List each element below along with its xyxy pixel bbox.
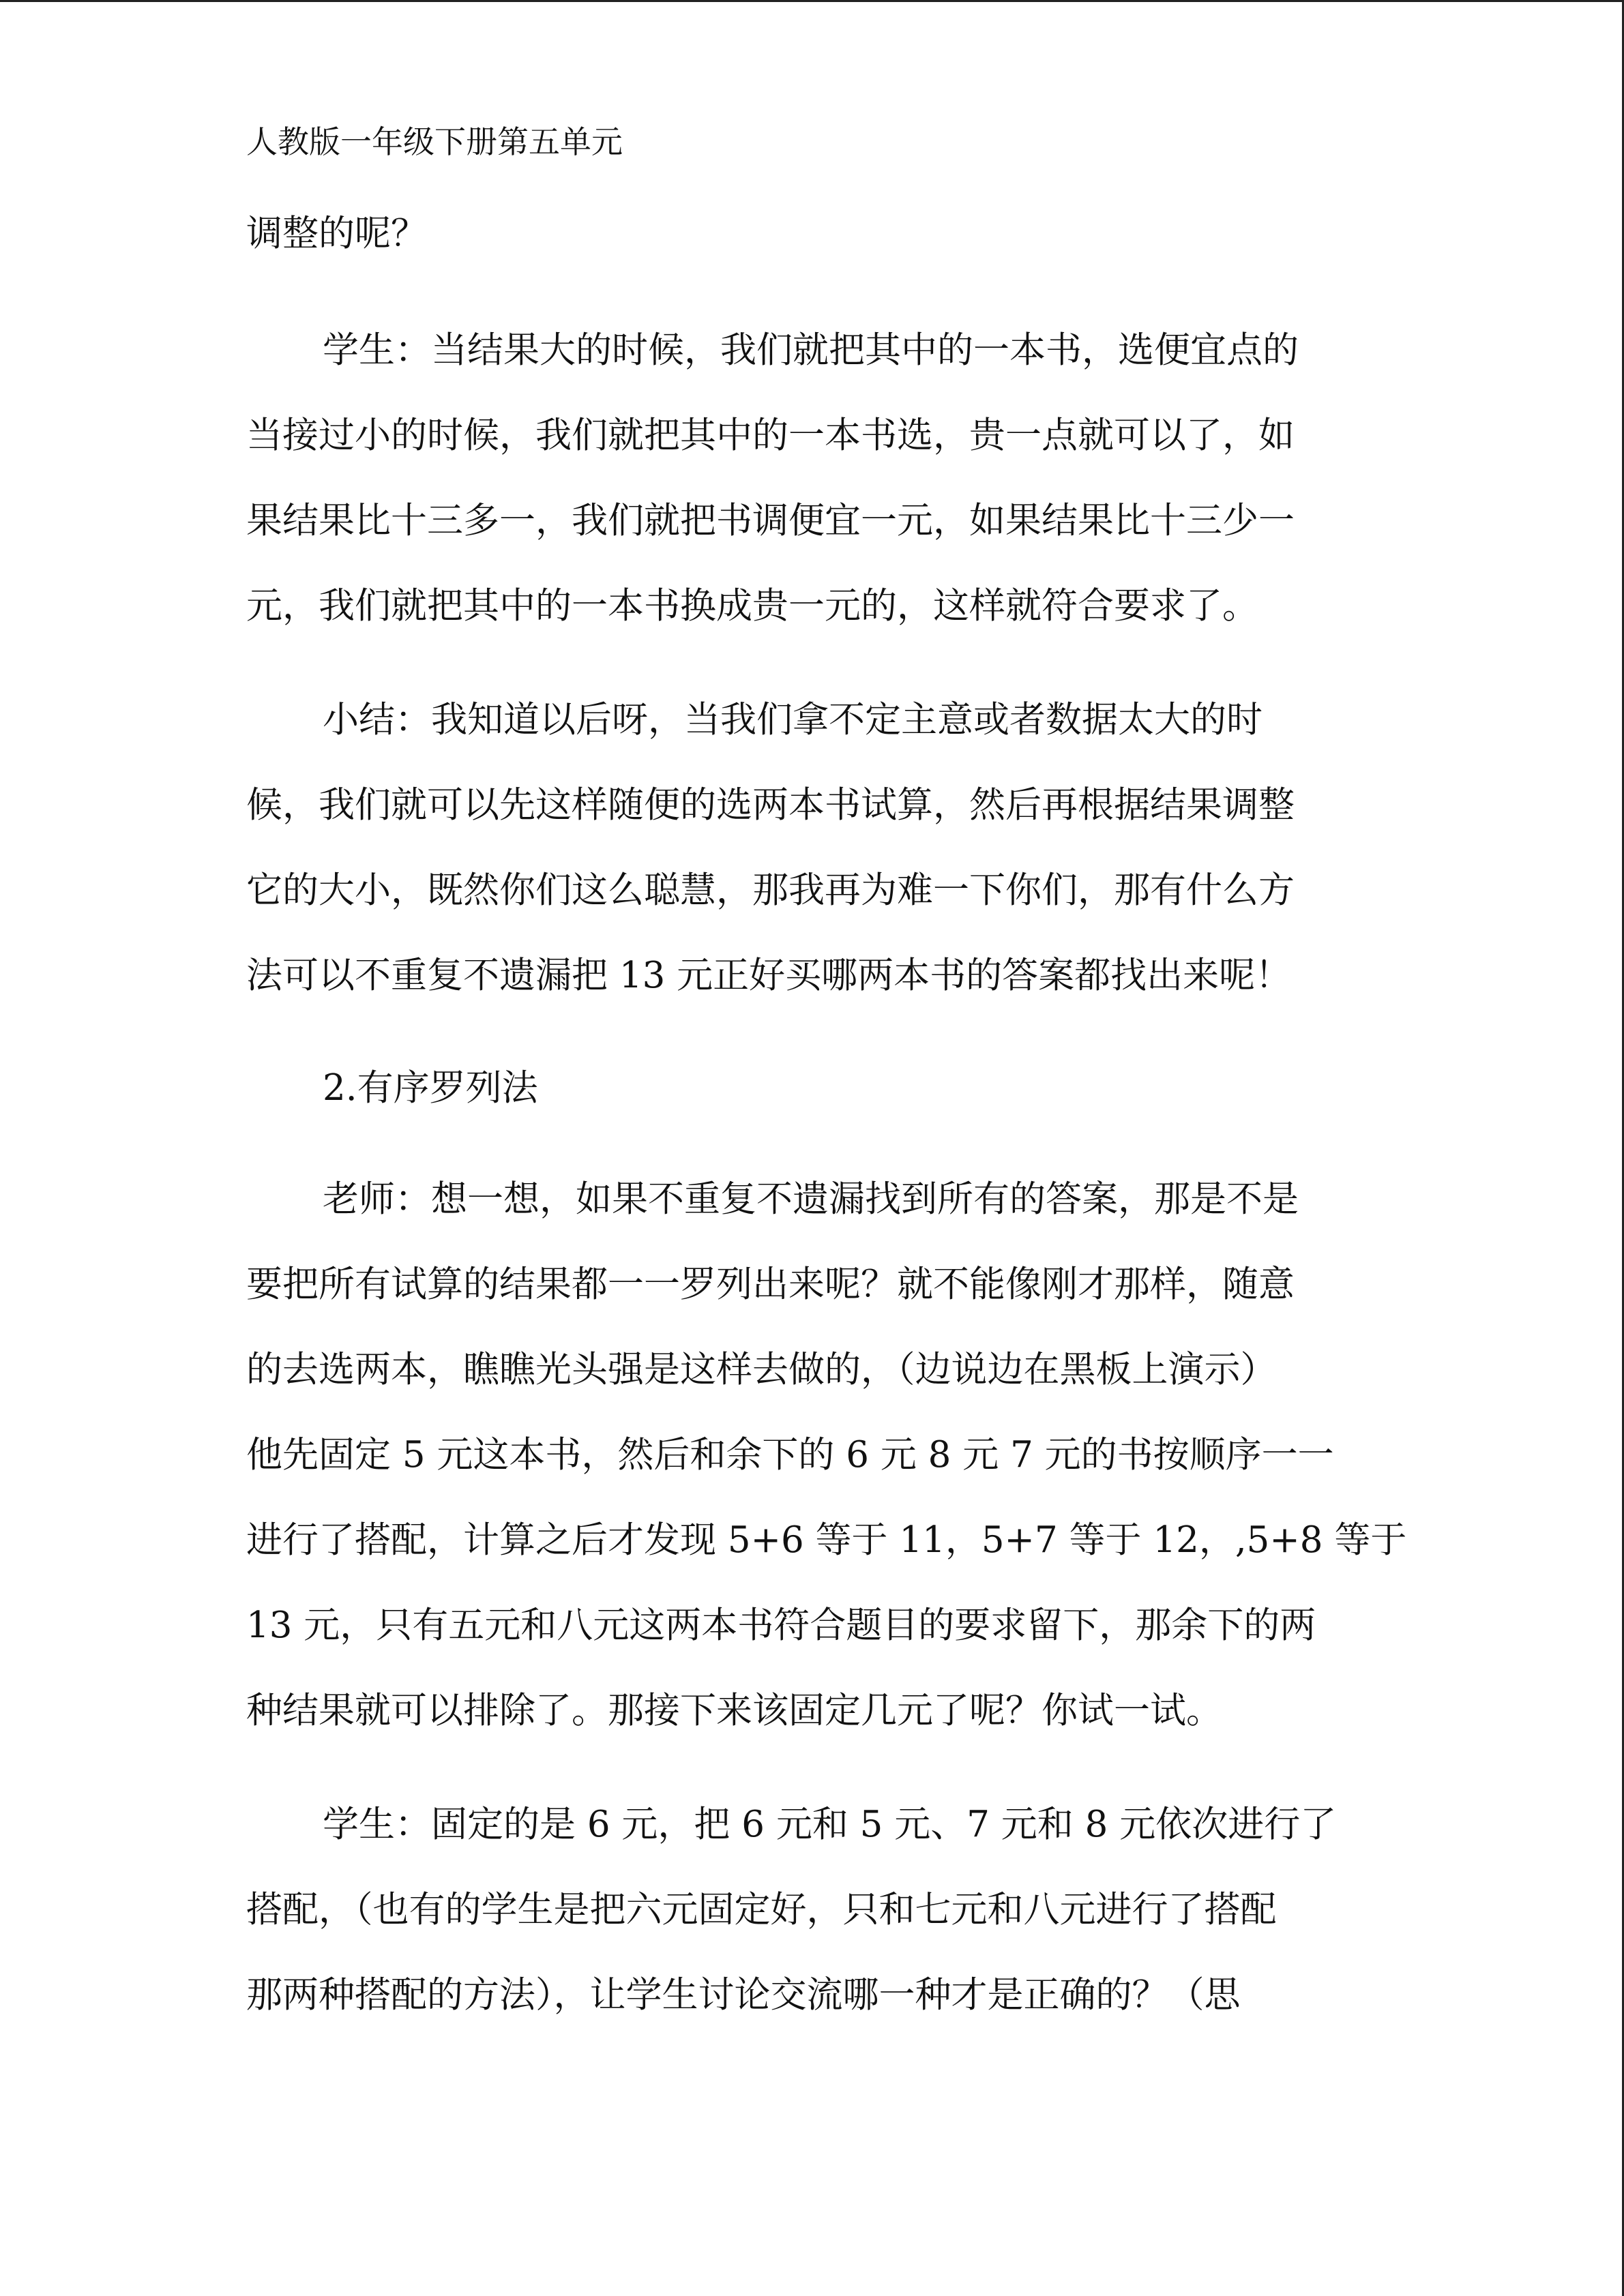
text-line: 的去选两本，瞧瞧光头强是这样去做的，（边说边在黑板上演示）: [246, 1349, 1277, 1390]
section-heading: 2.有序罗列法: [323, 1067, 538, 1109]
text-line: 候，我们就可以先这样随便的选两本书试算，然后再根据结果调整: [246, 784, 1295, 826]
page-header: 人教版一年级下册第五单元: [246, 123, 623, 160]
text-line: 进行了搭配，计算之后才发现 5+6 等于 11，5+7 等于 12，,5+8 等于: [246, 1519, 1407, 1561]
text-line: 那两种搭配的方法），让学生讨论交流哪一种才是正确的？（思: [246, 1974, 1241, 2016]
text-line: 要把所有试算的结果都一一罗列出来呢？就不能像刚才那样，随意: [246, 1264, 1295, 1305]
text-line: 搭配，（也有的学生是把六元固定好，只和七元和八元进行了搭配: [246, 1889, 1277, 1930]
text-line: 种结果就可以排除了。那接下来该固定几元了呢？你试一试。: [246, 1690, 1222, 1731]
paragraph-start-line: 学生：固定的是 6 元，把 6 元和 5 元、7 元和 8 元依次进行了: [323, 1804, 1337, 1845]
text-line: 元，我们就把其中的一本书换成贵一元的，这样就符合要求了。: [246, 585, 1258, 627]
text-line: 13 元，只有五元和八元这两本书符合题目的要求留下，那余下的两: [246, 1605, 1316, 1646]
text-line: 果结果比十三多一，我们就把书调便宜一元，如果结果比十三少一: [246, 500, 1295, 541]
text-line: 调整的呢？: [246, 213, 427, 254]
paragraph-start-line: 小结：我知道以后呀，当我们拿不定主意或者数据太大的时: [323, 699, 1263, 741]
text-line: 他先固定 5 元这本书，然后和余下的 6 元 8 元 7 元的书按顺序一一: [246, 1434, 1334, 1476]
paragraph-start-line: 老师：想一想，如果不重复不遗漏找到所有的答案，那是不是: [323, 1178, 1299, 1220]
text-line: 法可以不重复不遗漏把 13 元正好买哪两本书的答案都找出来呢！: [246, 955, 1292, 996]
text-line: 当接过小的时候，我们就把其中的一本书选，贵一点就可以了，如: [246, 415, 1295, 456]
text-line: 它的大小，既然你们这么聪慧，那我再为难一下你们，那有什么方: [246, 869, 1295, 911]
paragraph-start-line: 学生：当结果大的时候，我们就把其中的一本书，选便宜点的: [323, 329, 1299, 371]
